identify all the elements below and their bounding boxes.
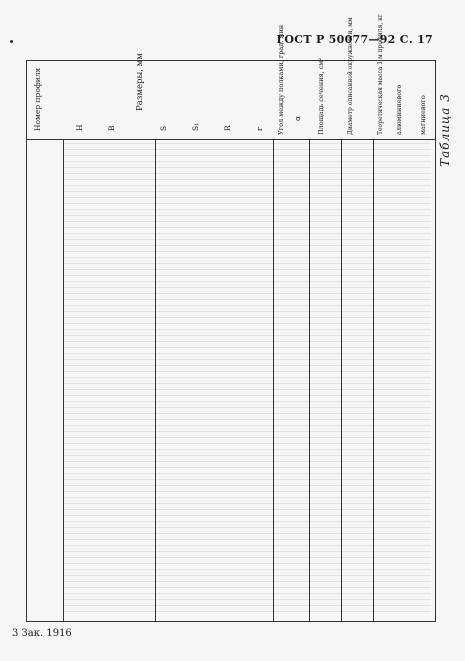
col-B: B [107, 125, 116, 131]
col-dimensions-group: Размеры, мм [135, 53, 145, 111]
col-area: Площадь сечения, см² [317, 57, 325, 135]
table-body [27, 139, 435, 621]
col-angle: Угол между полками, град. мин [277, 24, 285, 135]
col-magnesium: магниевого [419, 95, 427, 135]
page-footer: 3 Зак. 1916 [12, 628, 72, 639]
divider [155, 139, 156, 621]
divider [309, 139, 310, 621]
divider [63, 139, 64, 621]
divider [373, 139, 374, 621]
divider [273, 139, 274, 621]
col-mass-group: Теоретическая масса 1 м профиля, кг [377, 14, 384, 135]
col-S: S [159, 125, 168, 131]
divider [341, 139, 342, 621]
table-values-area [63, 143, 431, 617]
page-mark-dot [10, 40, 13, 43]
col-S1: S₁ [191, 122, 200, 131]
col-r: r [255, 127, 264, 131]
col-H: H [75, 124, 84, 131]
table-caption: Таблица 3 [438, 93, 453, 167]
col-alpha: α [293, 115, 302, 121]
col-profile-number: Номер профиля [33, 67, 42, 131]
col-diameter: Диаметр описанной окружности, мм [347, 17, 354, 135]
col-R: R [223, 125, 232, 131]
page-header: ГОСТ Р 50077—92 С. 17 [276, 33, 433, 46]
col-aluminium: алюминиевого [395, 84, 403, 135]
